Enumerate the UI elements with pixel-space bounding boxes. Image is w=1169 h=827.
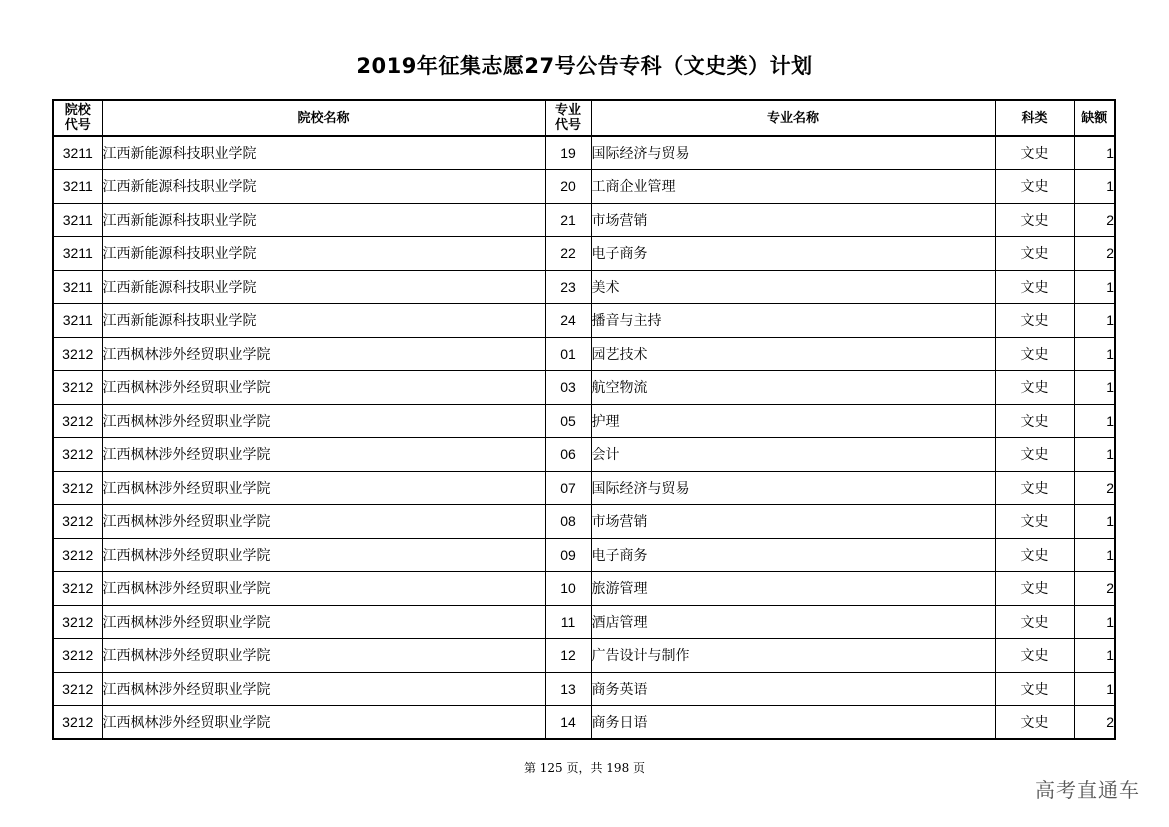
plan-table <box>52 99 1116 740</box>
header-school-code <box>53 100 102 136</box>
cell-school-code: 3211 <box>53 136 102 170</box>
cell-school-code: 3212 <box>53 438 102 472</box>
cell-vacancy: 2 <box>1074 203 1115 237</box>
cell-major-code: 03 <box>545 371 591 405</box>
cell-school-code: 3211 <box>53 304 102 338</box>
table-row <box>53 672 1115 706</box>
cell-major-code: 08 <box>545 505 591 539</box>
cell-school-name: 江西枫林涉外经贸职业学院 <box>102 572 545 606</box>
cell-major-code: 12 <box>545 639 591 673</box>
cell-major-name: 商务英语 <box>591 672 995 706</box>
table-row <box>53 170 1115 204</box>
cell-category: 文史 <box>995 605 1074 639</box>
cell-major-code: 23 <box>545 270 591 304</box>
cell-category: 文史 <box>995 337 1074 371</box>
header-vacancy: 缺额 <box>1074 100 1115 136</box>
cell-school-code: 3212 <box>53 538 102 572</box>
table-row <box>53 203 1115 237</box>
cell-school-name: 江西新能源科技职业学院 <box>102 203 545 237</box>
cell-school-name: 江西枫林涉外经贸职业学院 <box>102 404 545 438</box>
cell-major-code: 14 <box>545 706 591 740</box>
cell-vacancy: 2 <box>1074 706 1115 740</box>
table-row <box>53 605 1115 639</box>
cell-major-name: 酒店管理 <box>591 605 995 639</box>
cell-category: 文史 <box>995 706 1074 740</box>
cell-category: 文史 <box>995 170 1074 204</box>
cell-category: 文史 <box>995 404 1074 438</box>
cell-vacancy: 1 <box>1074 170 1115 204</box>
cell-vacancy: 1 <box>1074 270 1115 304</box>
table-row <box>53 404 1115 438</box>
table-row <box>53 538 1115 572</box>
cell-school-name: 江西新能源科技职业学院 <box>102 136 545 170</box>
cell-major-name: 美术 <box>591 270 995 304</box>
table-row <box>53 371 1115 405</box>
cell-school-name: 江西枫林涉外经贸职业学院 <box>102 371 545 405</box>
table-row <box>53 337 1115 371</box>
cell-school-name: 江西新能源科技职业学院 <box>102 270 545 304</box>
cell-major-name: 航空物流 <box>591 371 995 405</box>
cell-school-name: 江西枫林涉外经贸职业学院 <box>102 672 545 706</box>
cell-major-code: 19 <box>545 136 591 170</box>
cell-vacancy: 1 <box>1074 672 1115 706</box>
cell-school-code: 3212 <box>53 371 102 405</box>
cell-school-code: 3211 <box>53 170 102 204</box>
table-row <box>53 706 1115 740</box>
table-row <box>53 505 1115 539</box>
header-category: 科类 <box>995 100 1074 136</box>
table-body <box>53 136 1115 739</box>
cell-major-name: 电子商务 <box>591 237 995 271</box>
cell-major-name: 国际经济与贸易 <box>591 136 995 170</box>
cell-major-code: 20 <box>545 170 591 204</box>
cell-vacancy: 1 <box>1074 337 1115 371</box>
cell-school-name: 江西枫林涉外经贸职业学院 <box>102 706 545 740</box>
cell-school-name: 江西新能源科技职业学院 <box>102 170 545 204</box>
table-row <box>53 304 1115 338</box>
cell-category: 文史 <box>995 471 1074 505</box>
table-row <box>53 237 1115 271</box>
cell-category: 文史 <box>995 237 1074 271</box>
cell-category: 文史 <box>995 304 1074 338</box>
cell-vacancy: 1 <box>1074 639 1115 673</box>
cell-school-code: 3211 <box>53 203 102 237</box>
cell-school-name: 江西枫林涉外经贸职业学院 <box>102 538 545 572</box>
cell-category: 文史 <box>995 203 1074 237</box>
cell-vacancy: 1 <box>1074 505 1115 539</box>
table-row <box>53 639 1115 673</box>
table-row <box>53 572 1115 606</box>
cell-school-name: 江西枫林涉外经贸职业学院 <box>102 605 545 639</box>
watermark: 高考直通车 <box>1035 778 1140 802</box>
cell-vacancy: 2 <box>1074 572 1115 606</box>
cell-major-code: 13 <box>545 672 591 706</box>
cell-school-code: 3212 <box>53 672 102 706</box>
cell-vacancy: 2 <box>1074 237 1115 271</box>
cell-school-name: 江西新能源科技职业学院 <box>102 304 545 338</box>
cell-school-code: 3211 <box>53 237 102 271</box>
cell-school-code: 3212 <box>53 404 102 438</box>
cell-category: 文史 <box>995 505 1074 539</box>
cell-vacancy: 1 <box>1074 538 1115 572</box>
page-title: 2019年征集志愿27号公告专科（文史类）计划 <box>356 54 813 78</box>
cell-category: 文史 <box>995 136 1074 170</box>
cell-vacancy: 2 <box>1074 471 1115 505</box>
cell-major-name: 商务日语 <box>591 706 995 740</box>
cell-school-code: 3212 <box>53 337 102 371</box>
cell-school-code: 3212 <box>53 605 102 639</box>
cell-vacancy: 1 <box>1074 438 1115 472</box>
cell-school-code: 3212 <box>53 572 102 606</box>
cell-vacancy: 1 <box>1074 605 1115 639</box>
cell-school-name: 江西枫林涉外经贸职业学院 <box>102 639 545 673</box>
cell-major-code: 01 <box>545 337 591 371</box>
cell-school-code: 3212 <box>53 471 102 505</box>
table-row <box>53 438 1115 472</box>
cell-major-code: 05 <box>545 404 591 438</box>
header-school-code-line1: 院校 <box>64 103 91 118</box>
header-school-name: 院校名称 <box>102 100 545 136</box>
cell-major-name: 园艺技术 <box>591 337 995 371</box>
cell-major-name: 市场营销 <box>591 505 995 539</box>
header-major-code-line1: 专业 <box>554 103 581 118</box>
cell-major-code: 10 <box>545 572 591 606</box>
table-row <box>53 471 1115 505</box>
table-row <box>53 270 1115 304</box>
cell-category: 文史 <box>995 371 1074 405</box>
table-header-row <box>53 100 1115 136</box>
header-major-name: 专业名称 <box>591 100 995 136</box>
cell-school-name: 江西枫林涉外经贸职业学院 <box>102 337 545 371</box>
cell-major-name: 护理 <box>591 404 995 438</box>
cell-category: 文史 <box>995 572 1074 606</box>
cell-major-name: 播音与主持 <box>591 304 995 338</box>
cell-vacancy: 1 <box>1074 371 1115 405</box>
cell-major-code: 07 <box>545 471 591 505</box>
cell-major-name: 旅游管理 <box>591 572 995 606</box>
cell-school-name: 江西新能源科技职业学院 <box>102 237 545 271</box>
cell-school-code: 3212 <box>53 639 102 673</box>
cell-school-code: 3212 <box>53 706 102 740</box>
cell-major-name: 会计 <box>591 438 995 472</box>
cell-major-name: 电子商务 <box>591 538 995 572</box>
cell-vacancy: 1 <box>1074 136 1115 170</box>
cell-major-code: 24 <box>545 304 591 338</box>
cell-major-name: 工商企业管理 <box>591 170 995 204</box>
cell-major-code: 06 <box>545 438 591 472</box>
cell-school-code: 3211 <box>53 270 102 304</box>
cell-major-name: 广告设计与制作 <box>591 639 995 673</box>
cell-category: 文史 <box>995 639 1074 673</box>
cell-school-name: 江西枫林涉外经贸职业学院 <box>102 438 545 472</box>
cell-category: 文史 <box>995 672 1074 706</box>
cell-school-name: 江西枫林涉外经贸职业学院 <box>102 505 545 539</box>
cell-major-code: 09 <box>545 538 591 572</box>
header-school-code-line2: 代号 <box>64 118 91 133</box>
cell-major-code: 21 <box>545 203 591 237</box>
cell-vacancy: 1 <box>1074 304 1115 338</box>
cell-major-code: 22 <box>545 237 591 271</box>
cell-vacancy: 1 <box>1074 404 1115 438</box>
page-footer: 第 125 页，共 198 页 <box>523 761 646 775</box>
cell-school-name: 江西枫林涉外经贸职业学院 <box>102 471 545 505</box>
cell-major-name: 市场营销 <box>591 203 995 237</box>
cell-school-code: 3212 <box>53 505 102 539</box>
cell-major-code: 11 <box>545 605 591 639</box>
header-major-code <box>545 100 591 136</box>
cell-category: 文史 <box>995 438 1074 472</box>
cell-major-name: 国际经济与贸易 <box>591 471 995 505</box>
cell-category: 文史 <box>995 538 1074 572</box>
table-row <box>53 136 1115 170</box>
cell-category: 文史 <box>995 270 1074 304</box>
header-major-code-line2: 代号 <box>554 118 581 133</box>
